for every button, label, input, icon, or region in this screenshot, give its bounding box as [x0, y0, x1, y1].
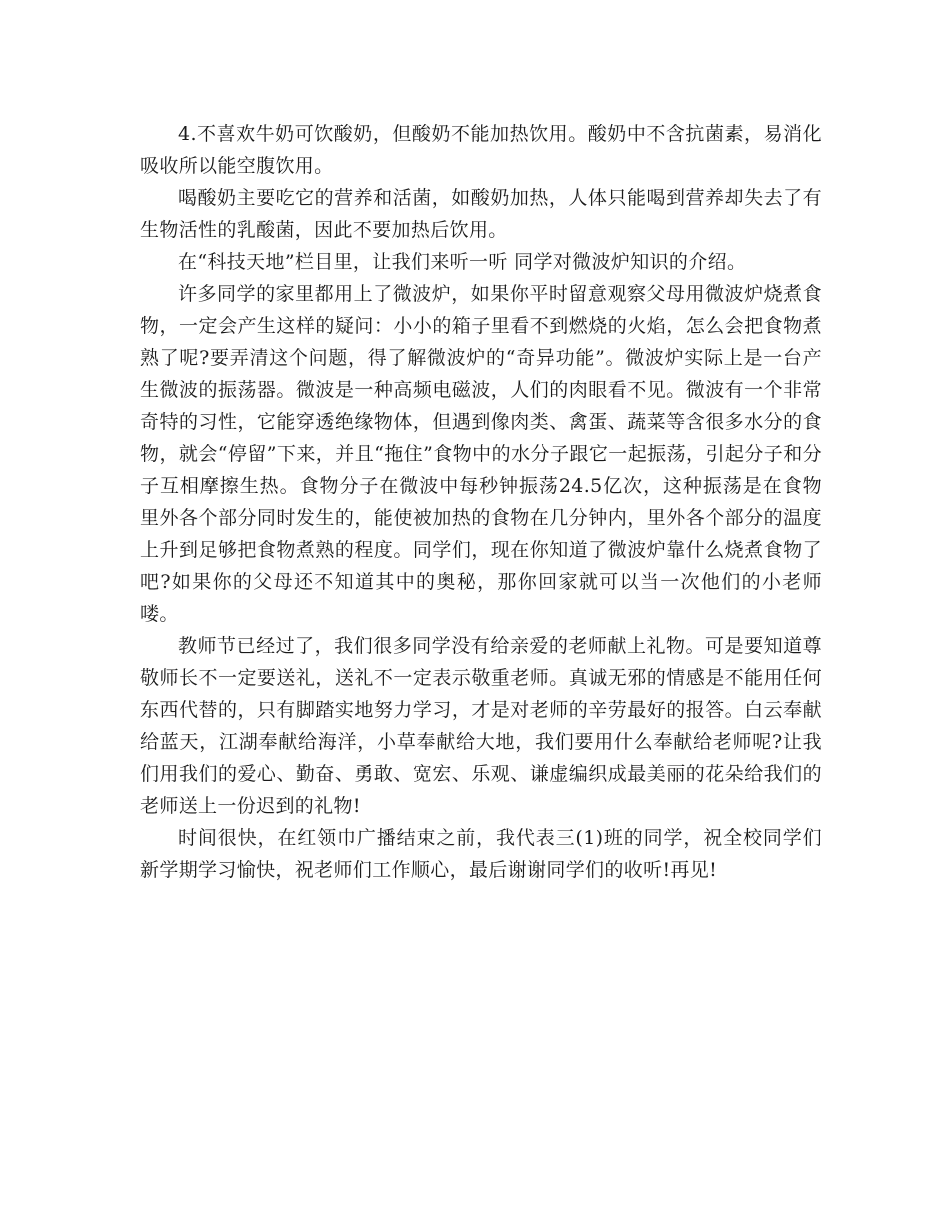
paragraph-yogurt-tip: 4.不喜欢牛奶可饮酸奶，但酸奶不能加热饮用。酸奶中不含抗菌素，易消化吸收所以能空腹饮用。 [140, 123, 822, 177]
paragraph-yogurt-heating: 喝酸奶主要吃它的营养和活菌，如酸奶加热，人体只能喝到营养却失去了有生物活性的乳酸菌，因此不要加热后饮用。 [140, 187, 822, 241]
document-body [140, 118, 822, 886]
paragraph-closing: 时间很快，在红领巾广播结束之前，我代表三(1)班的同学，祝全校同学们新学期学习愉快，祝老师们工作顺心，最后谢谢同学们的收听!再见! [140, 827, 822, 881]
paragraph-tech-column-intro: 在“科技天地”栏目里，让我们来听一听 同学对微波炉知识的介绍。 [178, 251, 747, 273]
paragraph-teachers-day: 教师节已经过了，我们很多同学没有给亲爱的老师献上礼物。可是要知道尊敬师长不一定要送礼，送礼不一定表示敬重老师。真诚无邪的情感是不能用任何东西代替的，只有脚踏实地努力学习，才是对老师的辛劳最好的报答。白云奉献给蓝天，江湖奉献给海洋，小草奉献给大地，我们要用什么奉献给老师呢?让我们用我们的爱心、勤奋、勇敢、宽宏、乐观、谦虚编织成最美丽的花朵给我们的老师送上一份迟到的礼物! [140, 635, 822, 817]
paragraph-microwave-explanation: 许多同学的家里都用上了微波炉，如果你平时留意观察父母用微波炉烧煮食物，一定会产生这样的疑问：小小的箱子里看不到燃烧的火焰，怎么会把食物煮熟了呢?要弄清这个问题，得了解微波炉的“奇异功能”。微波炉实际上是一台产生微波的振荡器。微波是一种高频电磁波，人们的肉眼看不见。微波有一个非常奇特的习性，它能穿透绝缘物体，但遇到像肉类、禽蛋、蔬菜等含很多水分的食物，就会“停留”下来，并且“拖住”食物中的水分子跟它一起振荡，引起分子和分子互相摩擦生热。食物分子在微波中每秒钟振荡24.5亿次，这种振荡是在食物里外各个部分同时发生的，能使被加热的食物在几分钟内，里外各个部分的温度上升到足够把食物煮熟的程度。同学们，现在你知道了微波炉靠什么烧煮食物了吧?如果你的父母还不知道其中的奥秘，那你回家就可以当一次他们的小老师喽。 [140, 283, 822, 625]
